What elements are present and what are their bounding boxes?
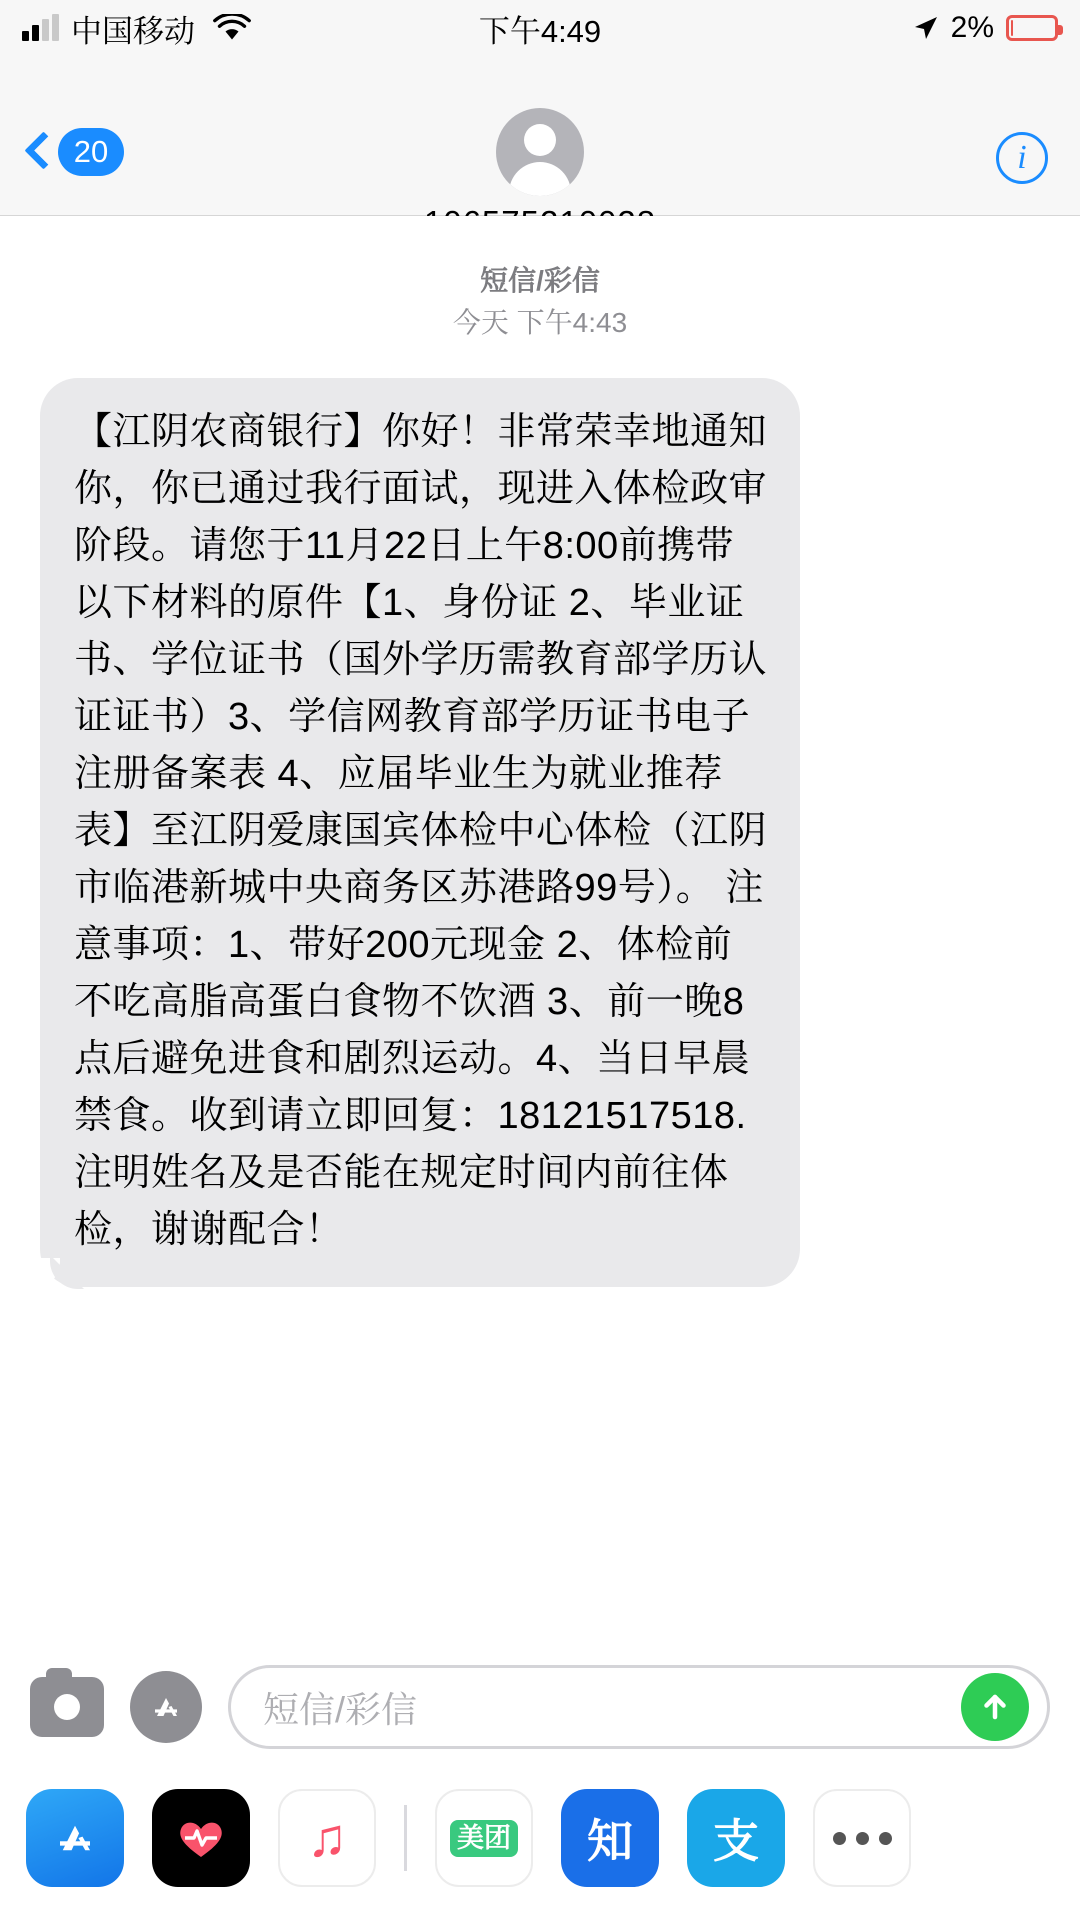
message-thread[interactable] (0, 216, 1080, 1642)
app-icon-zhihu[interactable] (561, 1789, 659, 1887)
app-label-meituan: 美团 (450, 1820, 518, 1857)
battery-percent-label: 2% (950, 11, 994, 44)
imessage-app-drawer (0, 1772, 1080, 1920)
message-bubble[interactable]: 【江阴农商银行】你好！非常荣幸地通知你，你已通过我行面试，现进入体检政审阶段。请您于11月22日上午8:00前携带以下材料的原件【1、身份证 2、毕业证书、学位证书（国外学历需教育部学历认证证书）3、学信网教育部学历证书电子注册备案表 4、应届毕业生为就业推荐表】至江阴爱康国宾体检中心体检（江阴市临港新城中央商务区苏港路99号）。 注意事项：1、带好200元现金 2、体检前不吃高脂高蛋白食物不饮酒 3、前一晚8点后避免进食和剧烈运动。4、当日早晨禁食。收到请立即回复：18121517518.注明姓名及是否能在规定时间内前往体检，谢谢配合！ (40, 378, 800, 1287)
message-input-placeholder: 短信/彩信 (263, 1688, 418, 1730)
service-type-label: 短信/彩信 (480, 265, 600, 296)
avatar (496, 108, 584, 196)
navigation-bar (0, 56, 1080, 216)
drawer-divider (404, 1805, 407, 1871)
app-icon-music[interactable] (278, 1789, 376, 1887)
carrier-label: 中国移动 (71, 13, 195, 49)
app-label-alipay: 支 (713, 1815, 759, 1867)
avatar-body-shape (509, 162, 571, 196)
app-icon-meituan[interactable] (435, 1789, 533, 1887)
app-icon-more[interactable] (813, 1789, 911, 1887)
app-icon-health[interactable] (152, 1789, 250, 1887)
app-icon-app-store[interactable] (26, 1789, 124, 1887)
avatar-head-shape (524, 124, 556, 156)
info-button[interactable]: i (996, 132, 1048, 184)
status-bar (0, 0, 1080, 56)
send-arrow-up-icon[interactable] (961, 1673, 1029, 1741)
app-label-zhihu: 知 (587, 1815, 633, 1867)
message-input-bar (0, 1642, 1080, 1772)
ellipsis-icon (833, 1832, 892, 1845)
message-row-incoming (0, 378, 1080, 1287)
camera-icon[interactable] (30, 1677, 104, 1737)
message-timestamp: 今天 下午4:43 (452, 307, 628, 338)
message-text-field[interactable] (228, 1665, 1050, 1749)
music-note-icon: ♫ (306, 1808, 348, 1868)
unread-count-badge: 20 (58, 128, 124, 176)
battery-low-icon (1006, 15, 1058, 41)
status-bar-clock: 下午4:49 (478, 13, 602, 49)
app-store-icon[interactable] (130, 1671, 202, 1743)
app-icon-alipay[interactable] (687, 1789, 785, 1887)
thread-meta (0, 260, 1080, 344)
